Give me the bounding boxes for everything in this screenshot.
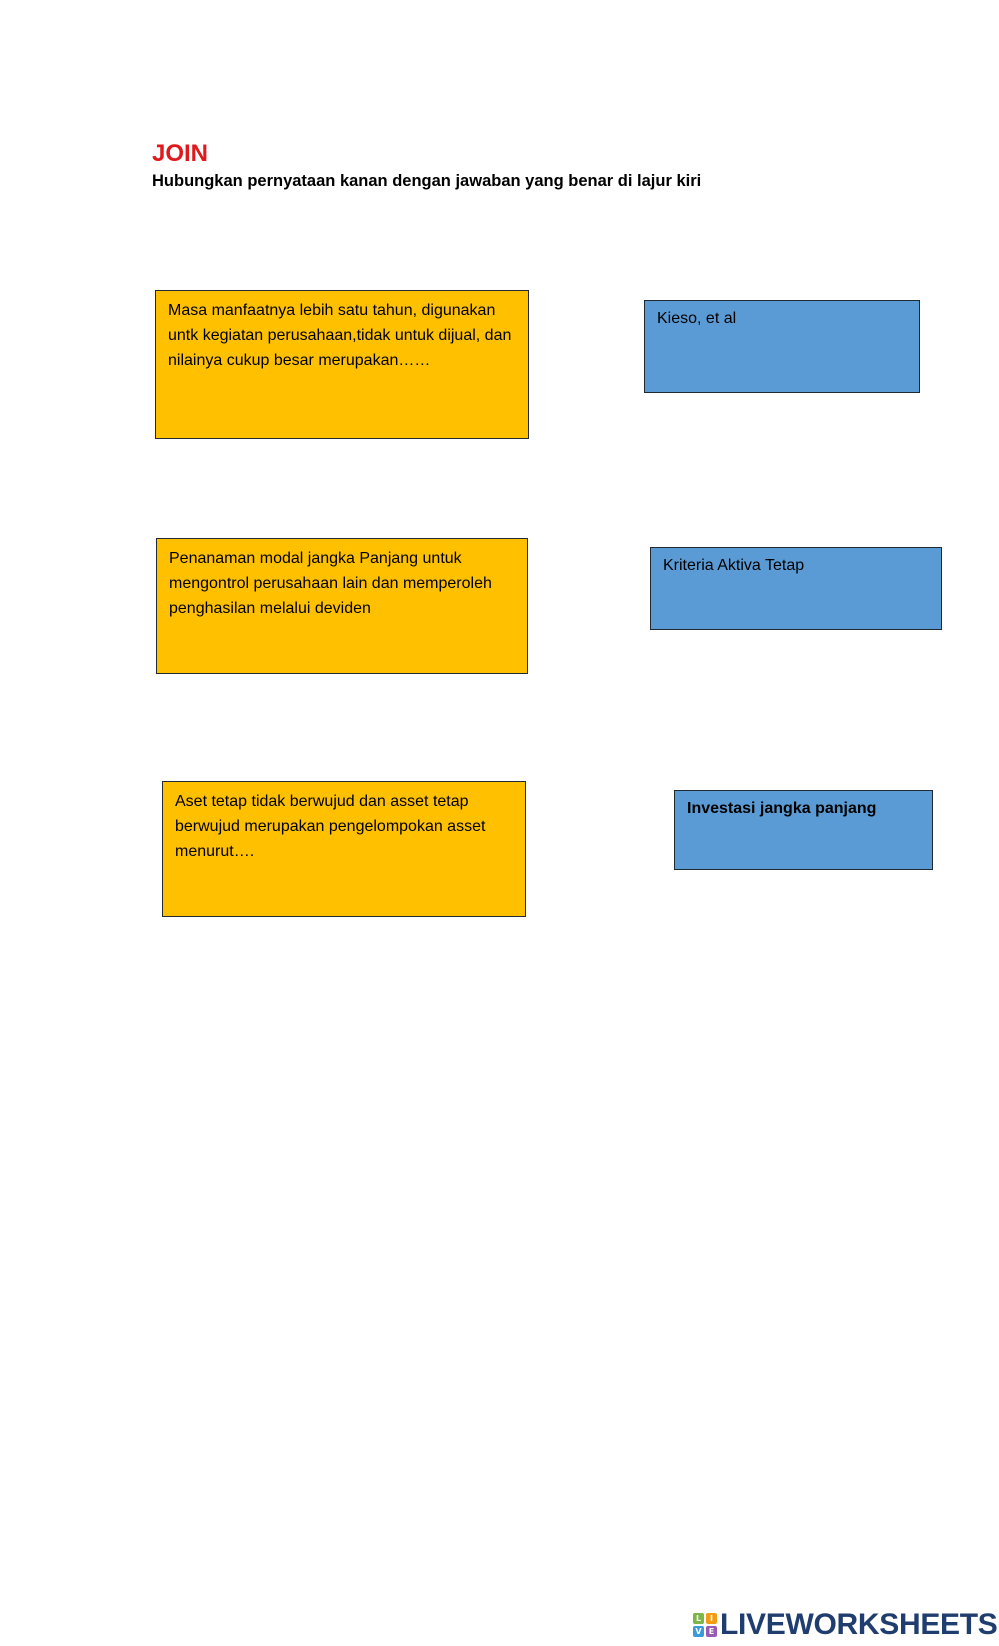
answer-text: Kriteria Aktiva Tetap	[663, 557, 805, 574]
page-title: JOIN	[152, 140, 209, 167]
answer-box-3[interactable]	[674, 790, 933, 870]
question-text: Masa manfaatnya lebih satu tahun, digunakan untk kegiatan perusahaan,tidak untuk dijual, dan nilainya cukup besar merupakan……	[168, 302, 512, 369]
answer-box-2[interactable]	[650, 547, 942, 630]
logo-tile: E	[706, 1626, 717, 1637]
question-text: Aset tetap tidak berwujud dan asset tetap berwujud merupakan pengelompokan asset menurut….	[175, 793, 486, 860]
logo-tile: I	[706, 1613, 717, 1624]
logo-tile: V	[693, 1626, 704, 1637]
liveworksheets-logo	[693, 1610, 998, 1640]
brand-name: LIVEWORKSHEETS	[720, 1608, 998, 1641]
question-box-2[interactable]	[156, 538, 528, 674]
logo-grid-icon	[693, 1613, 717, 1637]
answer-box-1[interactable]	[644, 300, 920, 393]
question-text: Penanaman modal jangka Panjang untuk mengontrol perusahaan lain dan memperoleh penghasilan melalui deviden	[169, 550, 492, 617]
question-box-3[interactable]	[162, 781, 526, 917]
question-box-1[interactable]	[155, 290, 529, 439]
answer-text: Kieso, et al	[657, 310, 737, 327]
answer-text: Investasi jangka panjang	[687, 800, 877, 817]
logo-tile: L	[693, 1613, 704, 1624]
instruction-text: Hubungkan pernyataan kanan dengan jawaban yang benar di lajur kiri	[152, 172, 702, 190]
